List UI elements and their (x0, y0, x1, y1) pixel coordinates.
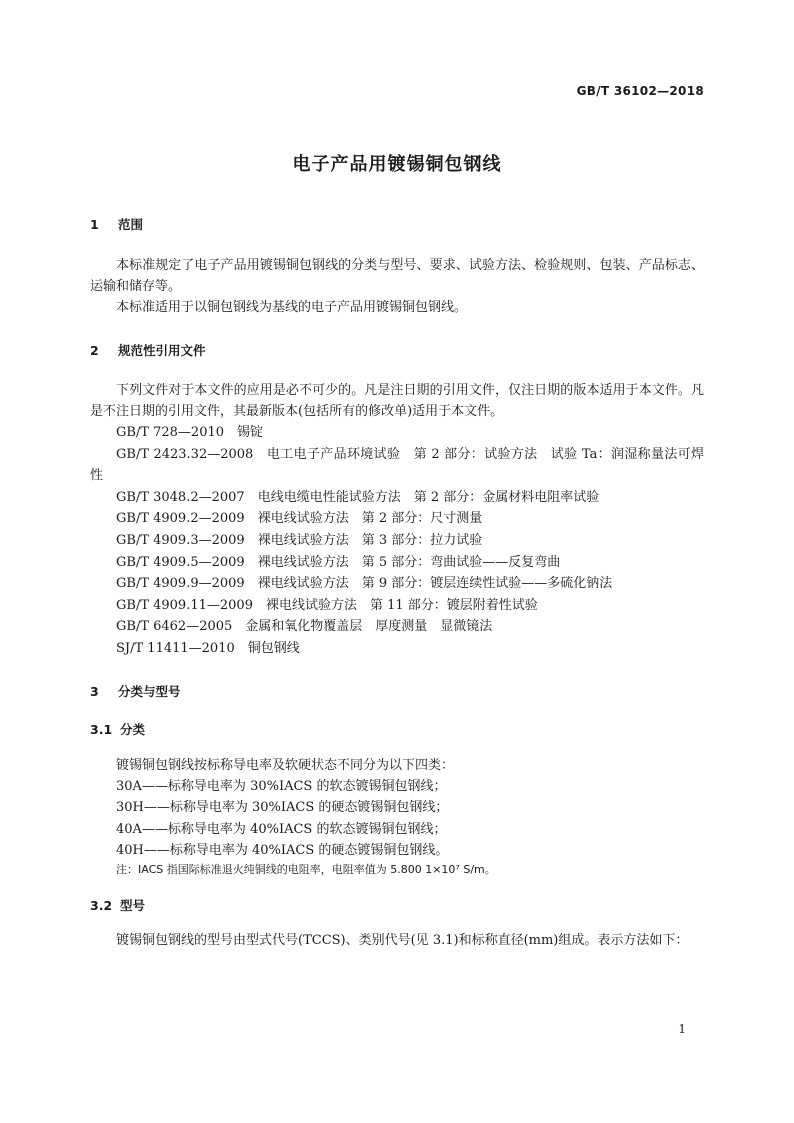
references-intro: 下列文件对于本文件的应用是必不可少的。凡是注日期的引用文件，仅注日期的版本适用于本文件。凡是不注日期的引用文件，其最新版本(包括所有的修改单)适用于本文件。 (90, 383, 704, 419)
section-number: 1 (90, 217, 99, 232)
reference-item: GB/T 4909.9—2009 裸电线试验方法 第 9 部分：镀层连续性试验——多硫化钠法 (116, 576, 613, 592)
reference-item: GB/T 2423.32—2008 电工电子产品环境试验 第 2 部分：试验方法 试验 Ta：润湿称量法可焊性 (90, 446, 704, 484)
classification-item: 30H——标称导电率为 30%IACS 的硬态镀锡铜包钢线； (116, 800, 449, 816)
section-3-2-heading (90, 896, 704, 914)
reference-item: GB/T 4909.11—2009 裸电线试验方法 第 11 部分：镀层附着性试验 (116, 597, 538, 613)
section-3-heading (90, 682, 704, 700)
section-2-heading (90, 341, 704, 359)
subsection-title: 型号 (120, 897, 146, 913)
classification-item: 40H——标称导电率为 40%IACS 的硬态镀锡铜包钢线。 (116, 843, 449, 859)
reference-item: GB/T 728—2010 锡锭 (116, 425, 264, 440)
classification-intro: 镀锡铜包钢线按标称导电率及软硬状态不同分为以下四类： (116, 757, 455, 773)
reference-item: GB/T 3048.2—2007 电线电缆电性能试验方法 第 2 部分：金属材料电阻率试验 (116, 489, 600, 505)
reference-item: SJ/T 11411—2010 铜包钢线 (116, 640, 300, 656)
scope-paragraph-2: 本标准适用于以铜包钢线为基线的电子产品用镀锡铜包钢线。 (116, 300, 468, 315)
classification-item: 40A——标称导电率为 40%IACS 的软态镀锡铜包钢线； (116, 821, 447, 837)
scope-paragraph-1: 本标准规定了电子产品用镀锡铜包钢线的分类与型号、要求、试验方法、检验规则、包装、产品标志、运输和储存等。 (90, 258, 704, 294)
section-title: 分类与型号 (118, 683, 181, 699)
model-paragraph: 镀锡铜包钢线的型号由型式代号(TCCS)、类别代号(见 3.1)和标称直径(mm)组成。表示方法如下： (116, 932, 689, 948)
document-body (90, 215, 704, 951)
section-title: 范围 (118, 217, 144, 232)
iacs-note: 注：IACS 指国际标准退火纯铜线的电阻率，电阻率值为 5.800 1×10⁷ S/m。 (116, 862, 496, 876)
reference-item: GB/T 6462—2005 金属和氧化物覆盖层 厚度测量 显微镜法 (116, 619, 493, 635)
section-title: 规范性引用文件 (118, 343, 206, 358)
classification-item: 30A——标称导电率为 30%IACS 的软态镀锡铜包钢线； (116, 778, 447, 794)
section-1-heading (90, 215, 704, 233)
reference-item: GB/T 4909.5—2009 裸电线试验方法 第 5 部分：弯曲试验——反复弯曲 (116, 554, 561, 570)
standard-code: GB/T 36102—2018 (576, 84, 704, 98)
subsection-number: 3.1 (90, 721, 113, 737)
subsection-number: 3.2 (90, 897, 113, 913)
subsection-title: 分类 (120, 721, 146, 737)
section-number: 2 (90, 343, 99, 358)
page-number: 1 (678, 1022, 686, 1036)
reference-item: GB/T 4909.3—2009 裸电线试验方法 第 3 部分：拉力试验 (116, 532, 483, 548)
document-title: 电子产品用镀锡铜包钢线 (292, 154, 502, 175)
section-number: 3 (90, 683, 99, 699)
section-3-1-heading (90, 720, 704, 738)
reference-item: GB/T 4909.2—2009 裸电线试验方法 第 2 部分：尺寸测量 (116, 511, 483, 527)
